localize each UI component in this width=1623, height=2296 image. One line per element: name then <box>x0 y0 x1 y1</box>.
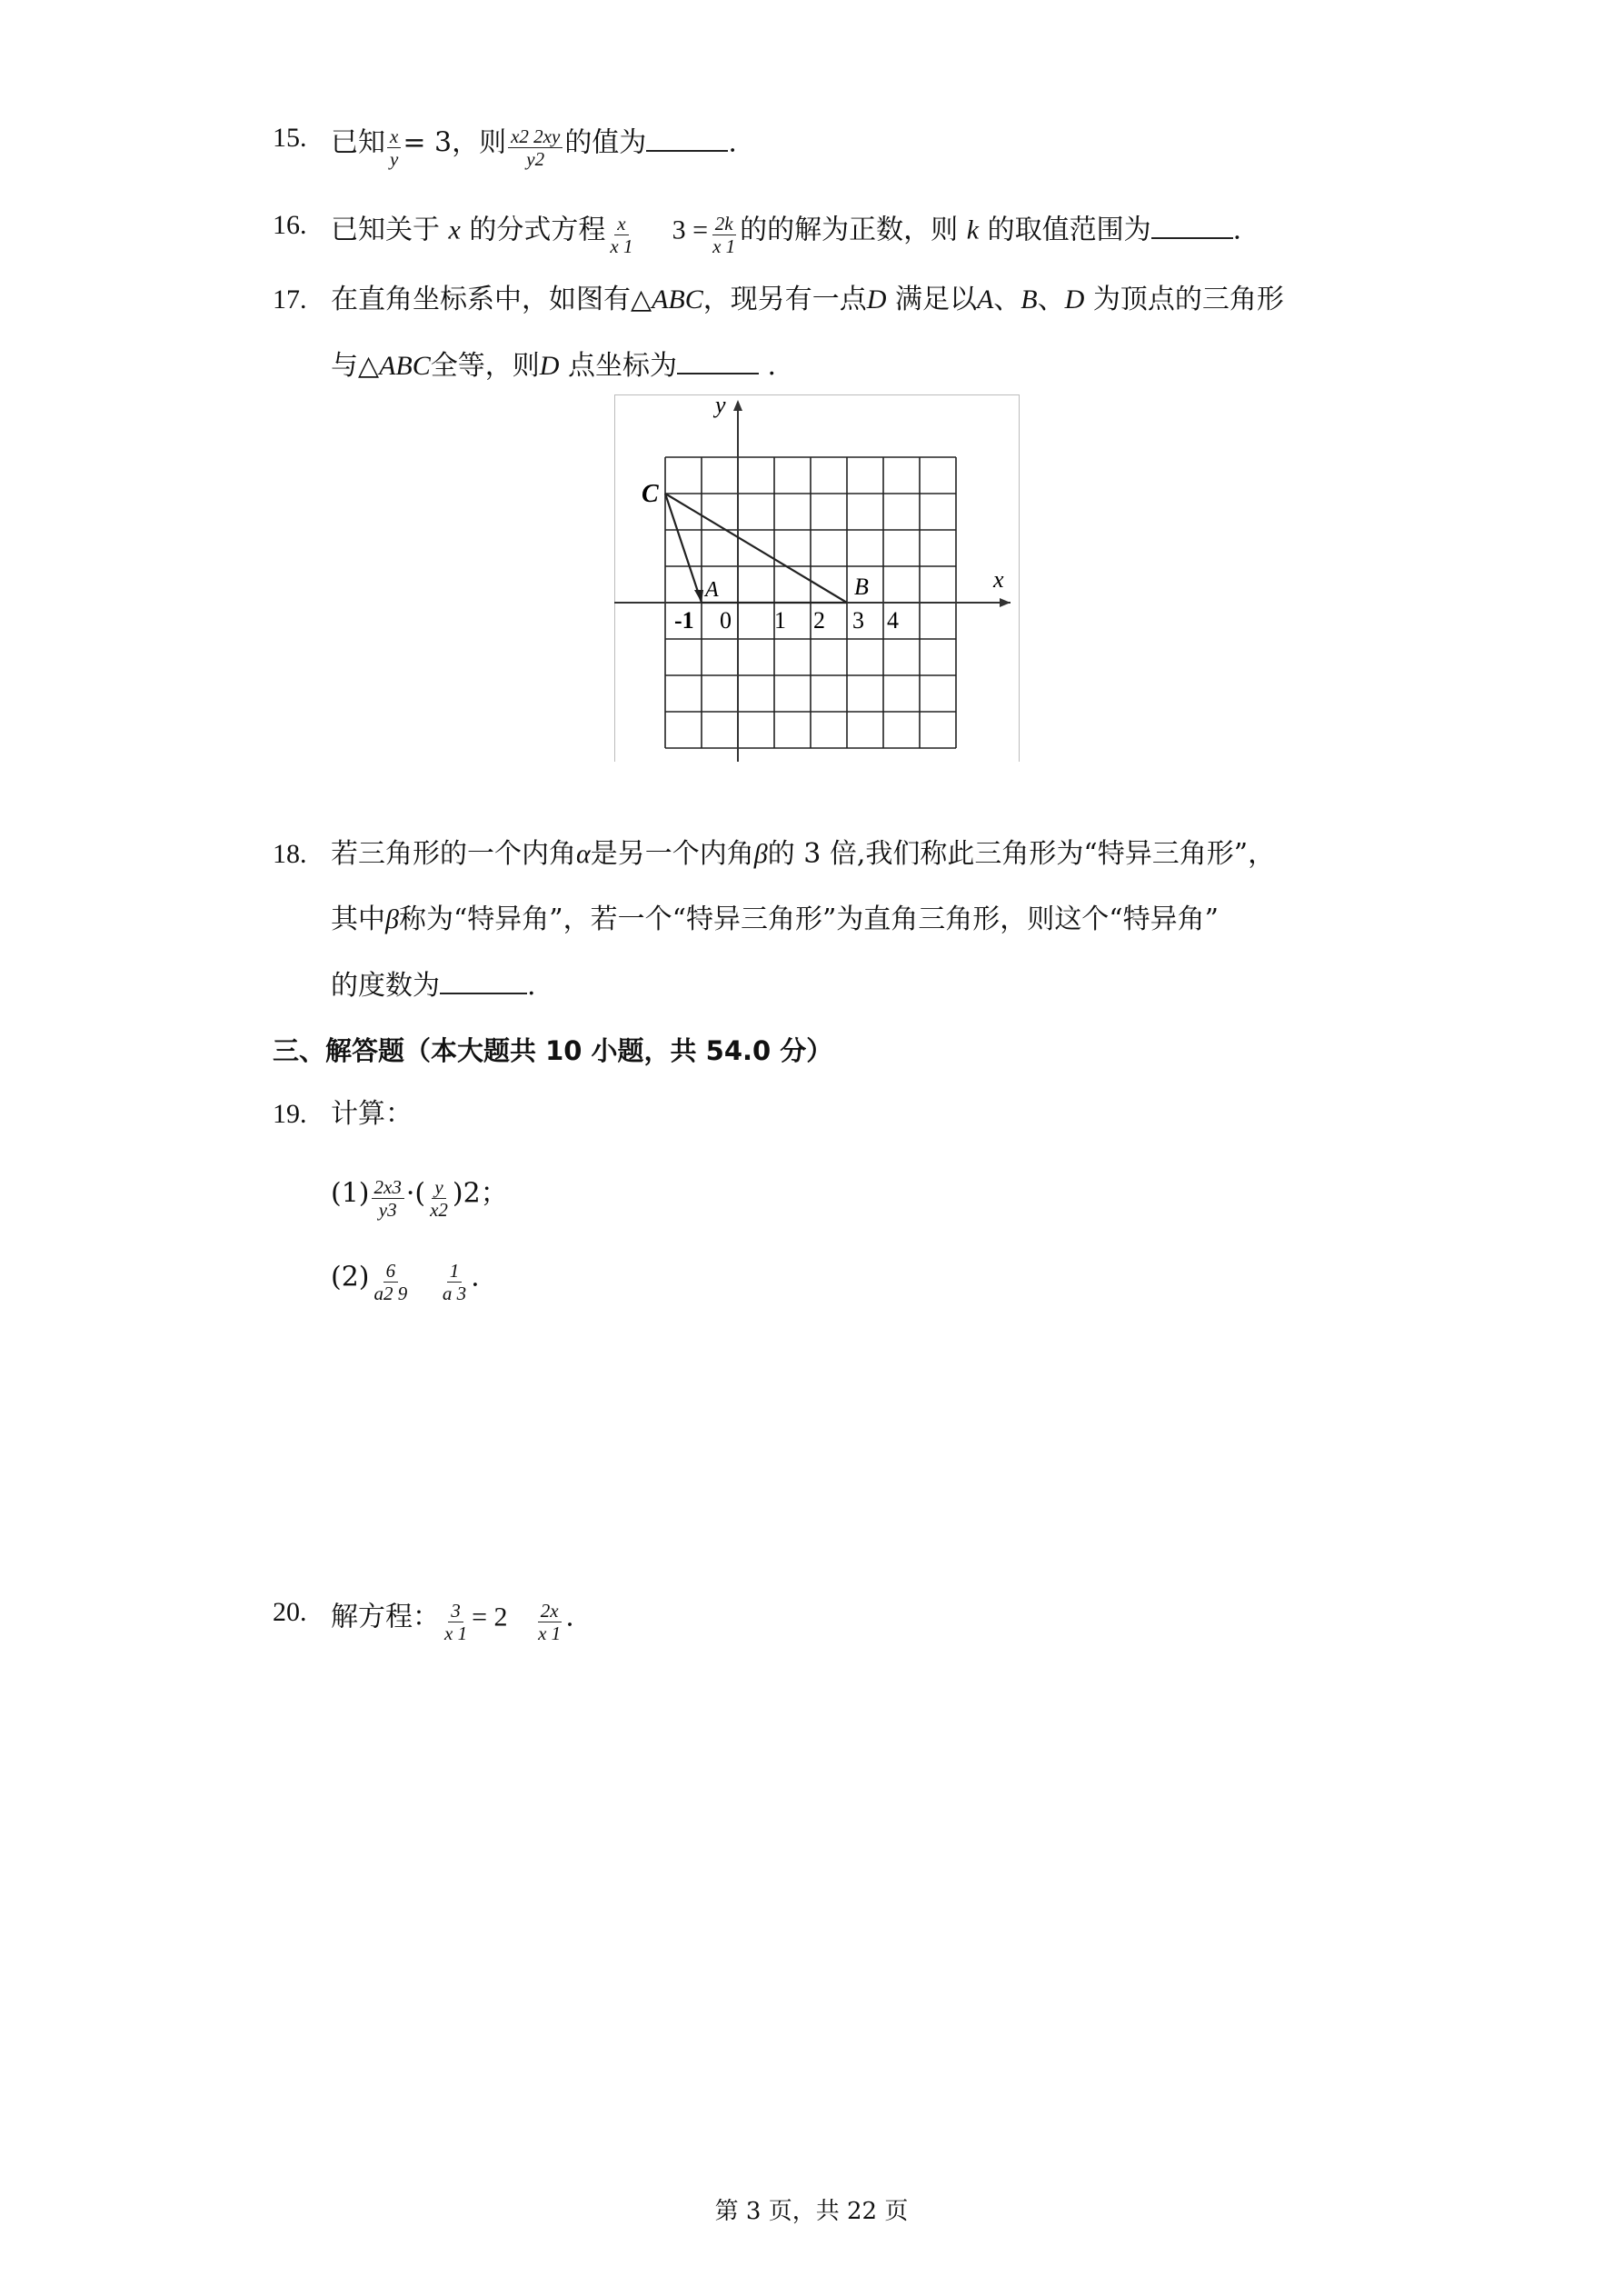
answer-blank <box>440 969 527 994</box>
question-text <box>331 122 737 170</box>
tick-label: 3 <box>852 607 864 634</box>
fraction <box>372 1260 411 1304</box>
denominator: a2 9 <box>373 1283 408 1304</box>
denominator: x 1 <box>444 1622 468 1644</box>
text: 满足以 <box>894 284 977 315</box>
fraction <box>387 125 401 170</box>
text: 与 <box>331 350 358 382</box>
fraction <box>442 1600 470 1644</box>
fraction <box>372 1176 404 1221</box>
text: 为顶点的三角形 <box>1092 284 1284 315</box>
text: . <box>1232 214 1242 246</box>
numerator: 2x <box>538 1600 562 1622</box>
variable: B <box>1021 285 1038 314</box>
denominator: x 1 <box>712 235 736 257</box>
text: = 2 <box>472 1602 508 1632</box>
variable: D <box>1064 285 1085 314</box>
question-number: 15. <box>273 123 307 153</box>
text: 点坐标为 <box>567 350 677 382</box>
text: 已知关于 <box>331 214 440 246</box>
text: 称为“特异角”，若一个“特异三角形”为直角三角形，则这个“特异角” <box>398 903 1219 935</box>
question-number: 17. <box>273 285 307 314</box>
answer-blank <box>1151 214 1233 239</box>
question-text: 计算： <box>331 1098 413 1130</box>
text: 已知 <box>331 126 385 159</box>
text: = 3，则 <box>403 126 507 159</box>
text: 在直角坐标系中，如图有 <box>331 284 631 315</box>
numerator: 1 <box>447 1260 463 1283</box>
question-text <box>331 1596 574 1644</box>
variable: A <box>976 285 994 314</box>
text: . <box>527 970 536 1002</box>
text: . <box>767 350 777 382</box>
tick-label: 4 <box>887 607 899 634</box>
question-text <box>331 838 1275 871</box>
variable: D <box>866 285 887 314</box>
numerator: 2k <box>712 213 736 235</box>
question-text <box>331 284 1284 316</box>
question-text <box>331 903 1219 936</box>
text: 解方程： <box>331 1601 440 1633</box>
figure-border <box>615 395 1020 763</box>
tick-label: 2 <box>813 607 825 634</box>
point-label-a: A <box>705 578 719 602</box>
text: 的值为 <box>564 126 647 159</box>
y-axis-arrow <box>733 400 742 411</box>
fraction <box>427 1176 451 1221</box>
numerator: y <box>432 1176 445 1199</box>
denominator: y3 <box>378 1199 397 1221</box>
fraction <box>508 125 563 170</box>
numerator: 6 <box>383 1260 399 1283</box>
coordinate-grid-figure <box>614 394 1020 762</box>
denominator: y <box>390 148 399 170</box>
tick-labels <box>674 607 899 634</box>
text: 的度数为 <box>331 970 440 1002</box>
text: 的取值范围为 <box>987 214 1151 246</box>
triangle-abc <box>665 494 847 603</box>
side-ca <box>665 494 702 603</box>
text: ，现另有一点 <box>702 284 867 315</box>
section-heading: 三、解答题（本大题共 10 小题，共 54.0 分） <box>273 1035 833 1066</box>
text: 的的解为正数，则 <box>740 214 959 246</box>
fraction <box>607 213 635 257</box>
denominator: x 1 <box>538 1622 562 1644</box>
numerator: x2 2xy <box>508 125 563 148</box>
text: 其中 <box>331 903 385 935</box>
fraction <box>535 1600 563 1644</box>
variable: D <box>539 351 560 381</box>
question-text <box>331 349 776 383</box>
text: 全等，则 <box>430 350 540 382</box>
question-number: 16. <box>273 210 307 240</box>
numerator: 3 <box>448 1600 463 1622</box>
fraction <box>440 1260 469 1304</box>
axes <box>614 394 1011 762</box>
side-cb <box>665 494 847 603</box>
text: 若三角形的一个内角 <box>331 838 576 870</box>
text: ( <box>414 1177 426 1210</box>
answer-blank <box>646 126 728 152</box>
text: 3 = <box>672 215 709 245</box>
text: 是另一个内角 <box>590 838 754 870</box>
text: 的分式方程 <box>469 214 606 246</box>
point-label-c: C <box>642 480 659 508</box>
question-number: 20. <box>273 1597 307 1627</box>
question-number: 19. <box>273 1099 307 1129</box>
part-label: (2) <box>331 1261 370 1293</box>
variable: β <box>753 839 768 869</box>
tick-label: 0 <box>720 607 732 634</box>
y-axis-label: y <box>715 394 726 418</box>
denominator: x 1 <box>610 235 633 257</box>
tick-label: 1 <box>774 607 786 634</box>
numerator: x <box>614 213 628 235</box>
part-text <box>331 1173 508 1221</box>
triangle-label: △ABC <box>358 351 431 381</box>
text: 、 <box>1037 284 1065 315</box>
text: . <box>565 1601 574 1633</box>
page-footer: 第 3 页，共 22 页 <box>714 2198 909 2225</box>
point-label-b: B <box>854 574 869 600</box>
text: )2； <box>452 1177 508 1210</box>
question-number: 18. <box>273 839 307 869</box>
operator: · <box>405 1177 415 1210</box>
answer-blank <box>677 349 759 374</box>
variable: α <box>576 839 591 869</box>
part-label: (1) <box>331 1177 370 1210</box>
text: 的 3 倍,我们称此三角形为“特异三角形”， <box>767 838 1276 870</box>
variable: β <box>385 904 399 934</box>
denominator: x2 <box>430 1199 448 1221</box>
numerator: 2x3 <box>372 1176 404 1199</box>
part-text <box>331 1256 480 1304</box>
denominator: a 3 <box>442 1283 467 1304</box>
text: . <box>728 126 737 159</box>
denominator: y2 <box>526 148 545 170</box>
variable: k <box>966 215 980 245</box>
x-axis-label: x <box>993 566 1004 593</box>
tick-label: -1 <box>674 607 694 634</box>
fraction <box>710 213 738 257</box>
numerator: x <box>387 125 401 148</box>
question-text <box>331 209 1242 257</box>
x-axis-arrow <box>1000 598 1011 607</box>
triangle-label: △ABC <box>631 285 703 314</box>
text: 、 <box>993 284 1021 315</box>
question-text <box>331 969 536 1003</box>
text: . <box>471 1261 480 1293</box>
variable: x <box>448 215 461 245</box>
